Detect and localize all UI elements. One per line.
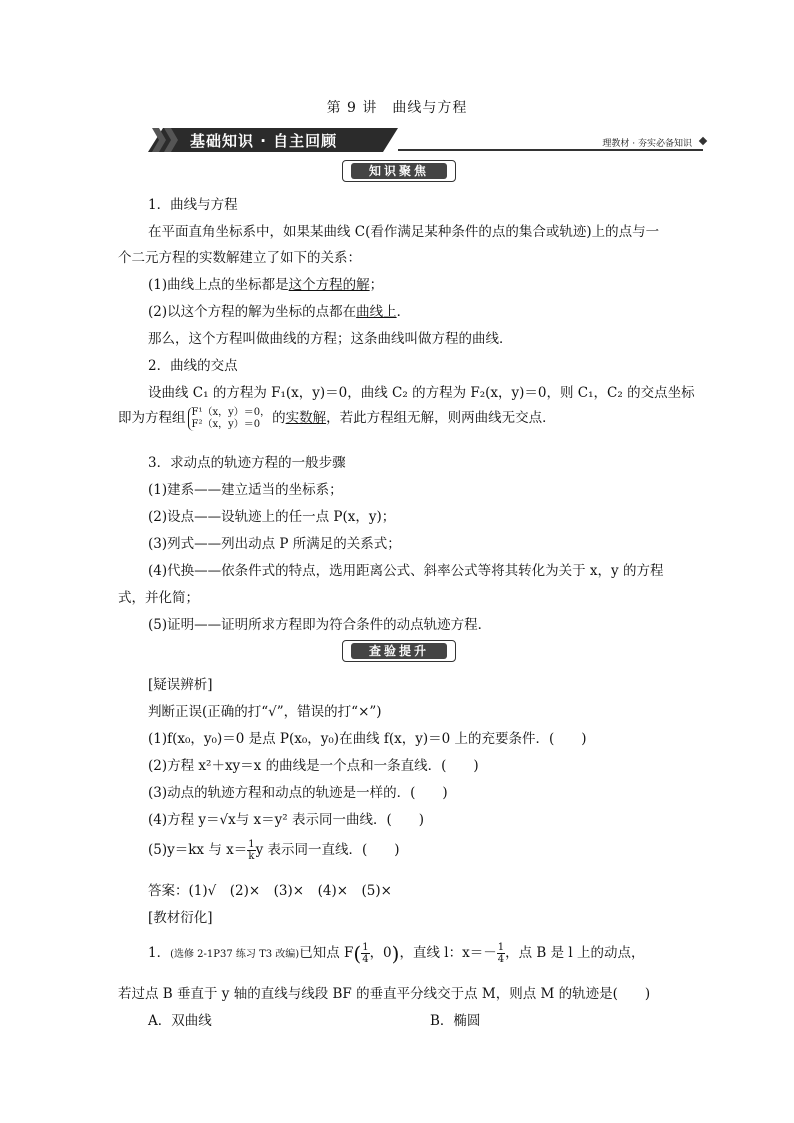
source-note: (选修 2-1P37 练习 T3 改编) [170,949,300,960]
instruction: 判断正误(正确的打“√”，错误的打“×”) [148,704,382,720]
underlined-text: 这个方程的解 [288,277,370,293]
banner-title: 基础知识 · 自主回顾 [190,132,338,150]
pill-label: 查验提升 [351,643,447,659]
text: 的 [272,410,286,426]
list-item [148,300,410,320]
text: y 表示同一直线．( ) [255,842,400,858]
text: 已知点 F [299,945,354,961]
underlined-text: 曲线上 [356,304,397,320]
banner-divider [398,149,703,151]
list-item: (4)代换——依条件式的特点，选用距离公式、斜率公式等将其转化为关于 x，y 的方程 [148,563,664,579]
denominator: 4 [362,954,369,965]
text: (1)曲线上点的坐标都是 [148,277,289,293]
paragraph: 个二元方程的实数解建立了如下的关系： [118,250,361,266]
text: (5)y＝kx 与 x＝ [148,842,248,858]
equation: F¹（x，y）＝0， [191,406,271,418]
diamond-icon [699,137,707,145]
question: (1)f(x₀，y₀)＝0 是点 P(x₀，y₀)在曲线 f(x，y)＝0 上的充要条件．( ) [148,731,587,747]
denominator: 4 [497,954,505,965]
denominator: k [248,851,255,862]
option-b: B．椭圆 [430,1013,481,1029]
page-title: 第 9 讲 曲线与方程 [326,100,468,116]
pill-label: 知识聚焦 [351,163,447,179]
paren-close: ) [391,941,400,966]
numerator: 1 [248,839,255,850]
numerator: 1 [362,942,369,953]
exercise-line: 若过点 B 垂直于 y 轴的直线与线段 BF 的垂直平分线交于点 M，则点 M 的轨迹是( ) [118,986,651,1002]
option-a: A．双曲线 [148,1013,212,1029]
numerator: 1 [497,942,505,953]
text: ，直线 l：x＝－ [399,945,497,961]
list-item: (2)设点——设轨迹上的任一点 P(x，y)； [148,509,396,525]
text: ． [396,304,411,320]
paragraph: 在平面直角坐标系中，如果某曲线 C(看作满足某种条件的点的集合或轨迹)上的点与一 [148,224,660,240]
equation: F²（x，y）＝0 [191,418,261,430]
list-item: 式，并化简； [118,590,199,606]
question: (2)方程 x²＋xy＝x 的曲线是一个点和一条直线．( ) [148,758,479,774]
question: (3)动点的轨迹方程和动点的轨迹是一样的．( ) [148,785,448,801]
check-pill [342,640,456,662]
question [148,838,400,862]
list-item: (1)建系——建立适当的坐标系； [148,482,343,498]
text: 即为方程组 [118,410,186,426]
text: ，若此方程组无解，则两曲线无交点． [326,410,556,426]
underlined-text: 实数解 [285,410,327,426]
fraction [361,942,369,965]
text: ，点 B 是 l 上的动点， [505,945,645,961]
paren-open: ( [353,941,362,966]
tag-misconception: [疑误辨析] [148,677,213,693]
heading-trajectory: 3．求动点的轨迹方程的一般步骤 [148,455,346,471]
banner-subtitle: 理教材 · 夯实必备知识 [602,139,692,149]
tag-textbook: [教材衍化] [148,910,213,926]
heading-intersection: 2．曲线的交点 [148,358,238,374]
paragraph: 设曲线 C₁ 的方程为 F₁(x，y)＝0，曲线 C₂ 的方程为 F₂(x，y)＝0，则 C₁，C₂ 的交点坐标 [148,385,695,401]
knowledge-pill [342,160,456,182]
equation-system [188,407,271,431]
list-item: (3)列式——列出动点 P 所满足的关系式； [148,536,401,552]
question: (4)方程 y＝√x与 x＝y² 表示同一曲线．( ) [148,812,425,828]
paragraph [118,406,556,431]
fraction [247,839,255,862]
text: (2)以这个方程的解为坐标的点都在 [148,304,357,320]
answer: 答案：(1)√ (2)× (3)× (4)× (5)× [148,883,392,899]
text: 1． [148,945,171,961]
text: ，0 [369,945,392,961]
paragraph: 那么，这个方程叫做曲线的方程；这条曲线叫做方程的曲线． [148,331,513,347]
list-item: (5)证明——证明所求方程即为符合条件的动点轨迹方程． [148,617,492,633]
heading-curve-equation: 1．曲线与方程 [148,197,238,213]
fraction [497,942,505,965]
exercise [148,941,644,966]
text: ； [369,277,384,293]
list-item [148,273,383,293]
section-banner [148,128,708,152]
